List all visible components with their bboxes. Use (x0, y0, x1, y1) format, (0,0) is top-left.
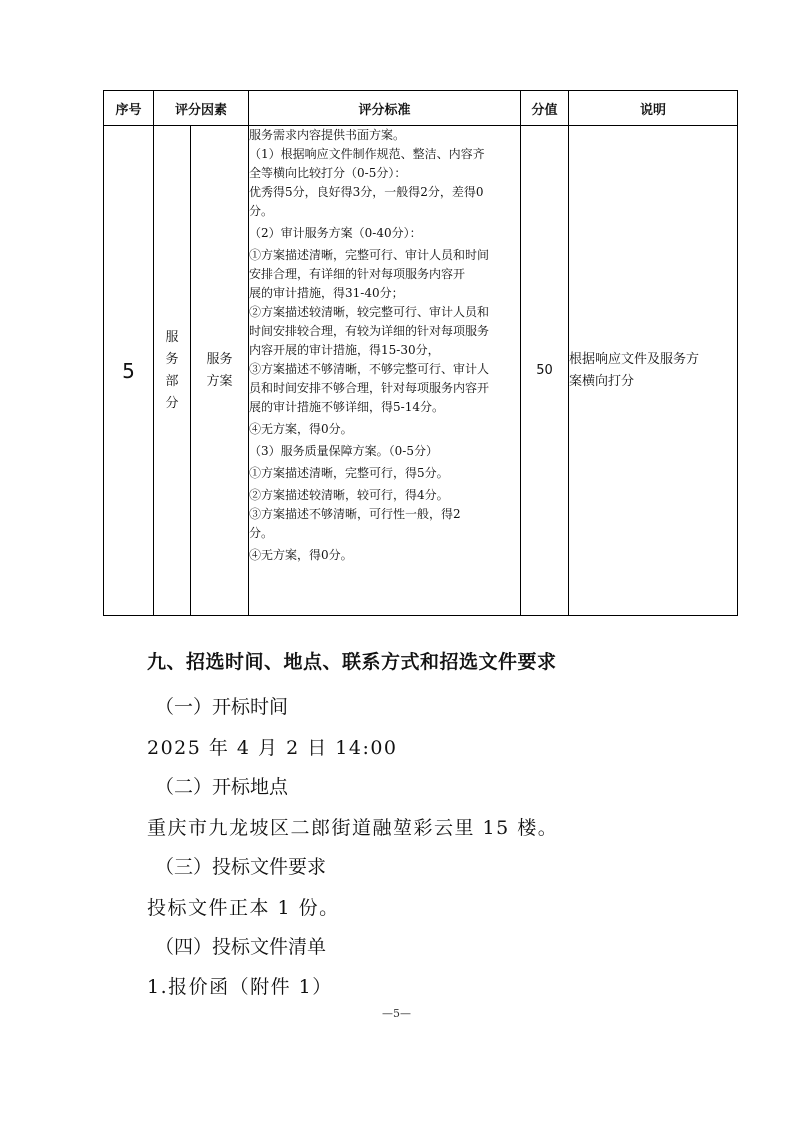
row-category (154, 126, 191, 616)
criteria-line: ③方案描述不够清晰，可行性一般，得2 (249, 507, 461, 521)
header-note: 说明 (569, 91, 738, 126)
criteria-line: ④无方案，得0分。 (249, 548, 353, 562)
criteria-line: （3）服务质量保障方案。（0-5分） (249, 444, 438, 458)
criteria-line: 内容开展的审计措施，得15-30分， (249, 343, 440, 357)
criteria-line: ③方案描述不够清晰，不够完整可行、审计人 (249, 362, 490, 376)
subsection-heading: （四）投标文件清单 (155, 936, 327, 958)
subsection-text: 1.报价函（附件 1） (147, 976, 333, 998)
row-note (569, 126, 738, 616)
criteria-line: 优秀得5分，良好得3分，一般得2分，差得0 (249, 185, 484, 199)
criteria-line: ②方案描述较清晰，较可行，得4分。 (249, 488, 449, 502)
criteria-line: ②方案描述较清晰，较完整可行、审计人员和 (249, 305, 490, 319)
note-line: 根据响应文件及服务方 (569, 351, 700, 367)
row-points: 50 (521, 126, 569, 616)
category-char: 部 (165, 373, 179, 389)
row-criteria (249, 126, 521, 616)
subsection-heading: （二）开标地点 (155, 776, 289, 798)
table-header-row (104, 91, 738, 126)
page-number: —5— (382, 1007, 411, 1020)
criteria-line: 员和时间安排不够合理，针对每项服务内容开 (249, 381, 490, 395)
criteria-line: 展的审计措施，得31-40分； (249, 286, 404, 300)
factor-line: 服务 (206, 351, 233, 367)
subsection-text: 投标文件正本 1 份。 (147, 897, 340, 919)
factor-line: 方案 (206, 373, 233, 389)
scoring-table (103, 90, 738, 616)
subsection-heading: （一）开标时间 (155, 696, 289, 718)
header-criteria: 评分标准 (249, 91, 521, 126)
criteria-line: ①方案描述清晰，完整可行，得5分。 (249, 466, 449, 480)
note-line: 案横向打分 (569, 373, 635, 389)
section-title: 九、招选时间、地点、联系方式和招选文件要求 (147, 651, 557, 673)
header-factor: 评分因素 (154, 91, 249, 126)
criteria-line: （1）根据响应文件制作规范、整洁、内容齐 (249, 147, 485, 161)
header-seq: 序号 (104, 91, 154, 126)
row-seq: 5 (104, 126, 154, 616)
criteria-line: 服务需求内容提供书面方案。 (249, 128, 406, 142)
header-points: 分值 (521, 91, 569, 126)
subsection-heading: （三）投标文件要求 (155, 856, 327, 878)
criteria-line: 时间安排较合理，有较为详细的针对每项服务 (249, 324, 490, 338)
criteria-line: 展的审计措施不够详细，得5-14分。 (249, 400, 444, 414)
criteria-line: 安排合理，有详细的针对每项服务内容开 (249, 267, 466, 281)
criteria-line: ①方案描述清晰，完整可行、审计人员和时间 (249, 248, 490, 262)
row-factor (191, 126, 249, 616)
table-row (104, 126, 738, 616)
subsection-text: 重庆市九龙坡区二郎街道融堃彩云里 15 楼。 (147, 817, 559, 839)
subsection-text: 2025 年 4 月 2 日 14:00 (147, 737, 398, 759)
criteria-line: （2）审计服务方案（0-40分）： (249, 226, 422, 240)
criteria-line: 全等横向比较打分（0-5分）： (249, 166, 407, 180)
criteria-line: ④无方案，得0分。 (249, 422, 353, 436)
category-char: 服 (165, 329, 179, 345)
category-char: 务 (165, 351, 179, 367)
criteria-line: 分。 (249, 204, 274, 218)
criteria-line: 分。 (249, 526, 274, 540)
category-char: 分 (165, 395, 179, 411)
